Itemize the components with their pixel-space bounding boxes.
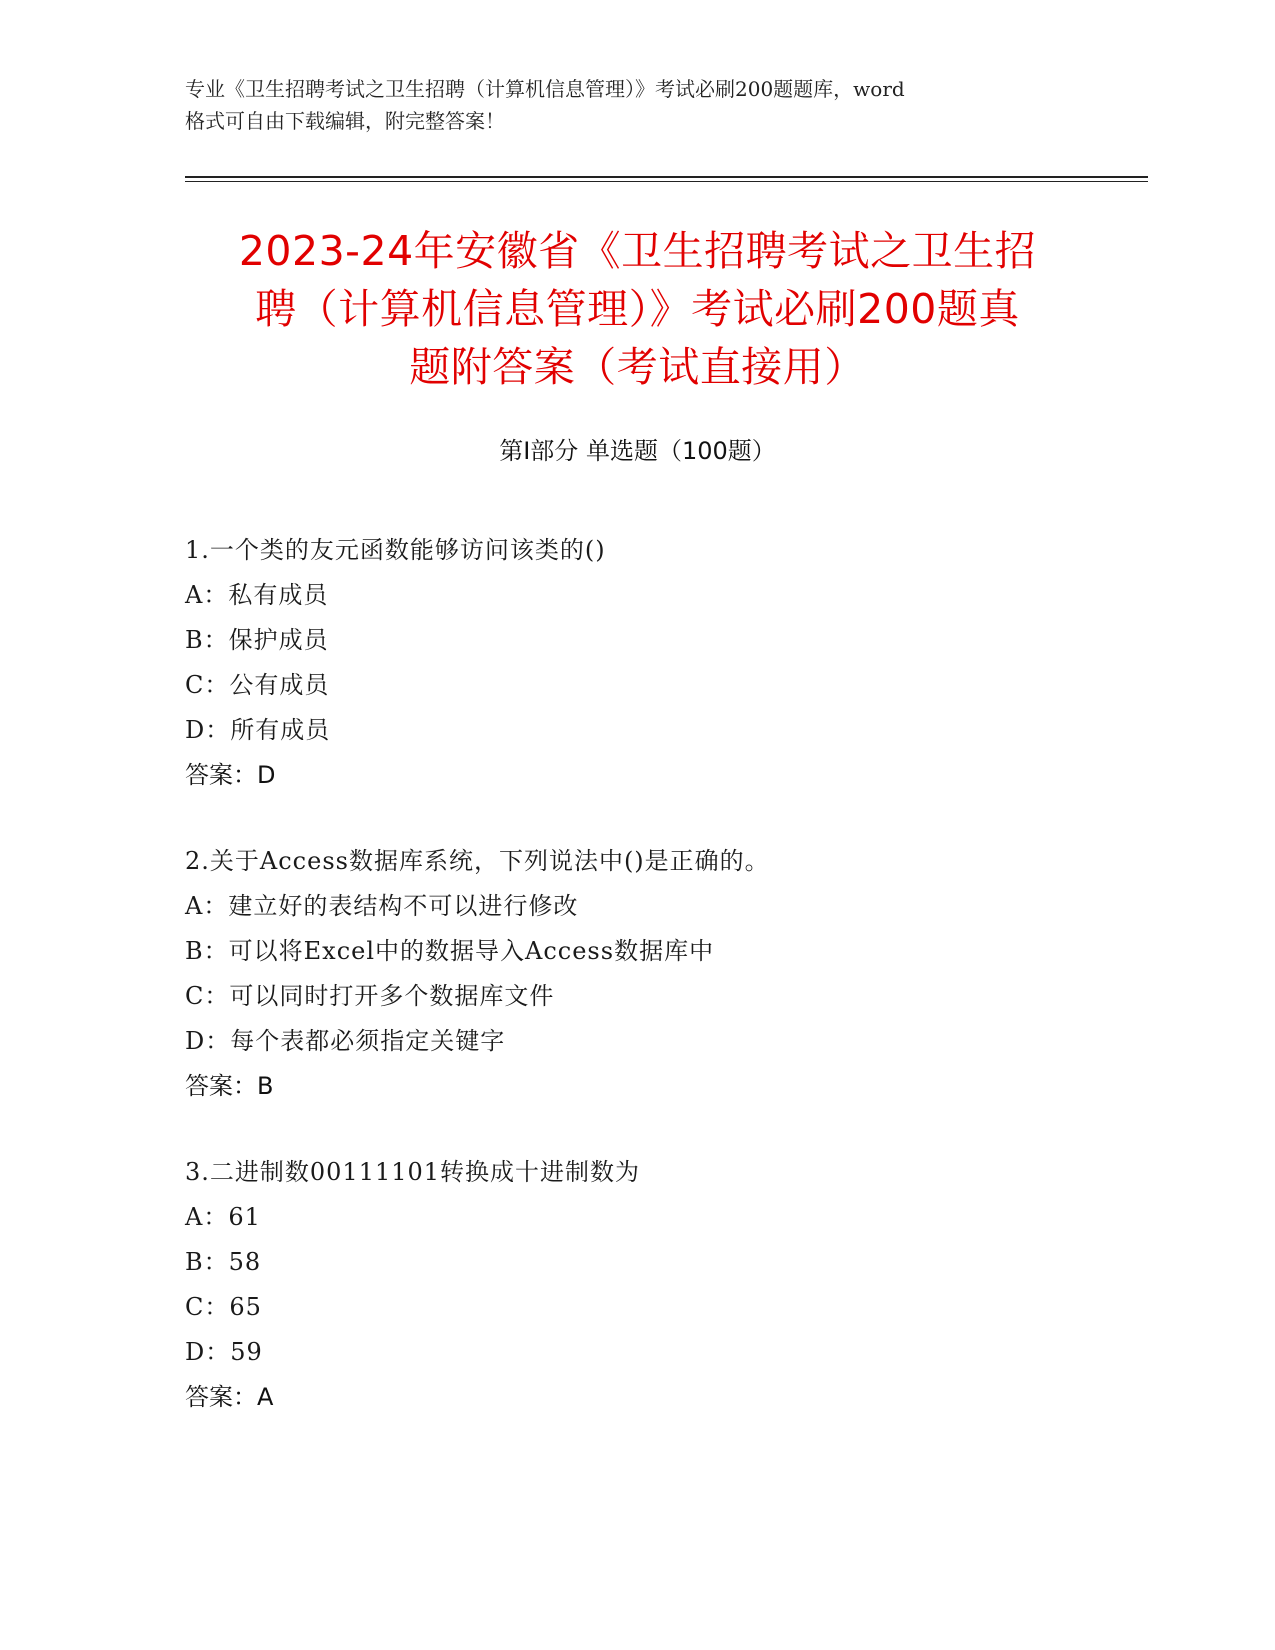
header-note-line-2: 格式可自由下载编辑，附完整答案！: [185, 109, 505, 133]
option-b: [185, 1240, 1085, 1285]
option-b: [185, 929, 1085, 974]
option-key: C：: [185, 671, 230, 699]
question-item: [185, 1150, 1085, 1420]
option-d: [185, 708, 1085, 753]
option-text: 可以同时打开多个数据库文件: [229, 982, 555, 1010]
option-text: 65: [229, 1293, 262, 1321]
header-divider-thin: [185, 181, 1148, 182]
header-note-line-1: 专业《卫生招聘考试之卫生招聘（计算机信息管理）》考试必刷200题题库，word: [185, 77, 905, 101]
option-text: 61: [228, 1203, 261, 1231]
option-text: 私有成员: [228, 581, 329, 609]
answer-line: 答案：A: [185, 1383, 274, 1411]
option-key: C：: [185, 1293, 230, 1321]
question-list: [185, 528, 1085, 1461]
option-text: 所有成员: [230, 716, 331, 744]
option-b: [185, 618, 1085, 663]
question-stem: 1.一个类的友元函数能够访问该类的(): [185, 536, 606, 564]
option-c: [185, 1285, 1085, 1330]
option-d: [185, 1330, 1085, 1375]
option-text: 58: [228, 1248, 262, 1276]
answer-line: 答案：D: [185, 761, 276, 789]
option-key: D：: [185, 716, 231, 744]
header-note: [185, 73, 1095, 137]
question-stem: 2.关于Access数据库系统，下列说法中()是正确的。: [185, 847, 770, 875]
document-title-line-1: 2023-24年安徽省《卫生招聘考试之卫生招: [238, 227, 1037, 275]
option-text: 公有成员: [229, 671, 330, 699]
option-key: D：: [185, 1338, 231, 1366]
option-key: C：: [185, 982, 230, 1010]
option-text: 保护成员: [228, 626, 329, 654]
answer-line: 答案：B: [185, 1072, 274, 1100]
option-key: A：: [185, 892, 229, 920]
option-text: 每个表都必须指定关键字: [230, 1027, 506, 1055]
option-a: [185, 573, 1085, 618]
document-title-line-3: 题附答案（考试直接用）: [409, 343, 866, 391]
option-key: B：: [185, 626, 229, 654]
option-c: [185, 663, 1085, 708]
option-text: 建立好的表结构不可以进行修改: [228, 892, 579, 920]
option-text: 59: [230, 1338, 263, 1366]
option-c: [185, 974, 1085, 1019]
option-d: [185, 1019, 1085, 1064]
option-text: 可以将Excel中的数据导入Access数据库中: [228, 937, 715, 965]
question-item: [185, 839, 1085, 1109]
option-a: [185, 1195, 1085, 1240]
header-divider-thick: [185, 176, 1148, 178]
option-key: B：: [185, 1248, 229, 1276]
option-key: D：: [185, 1027, 231, 1055]
option-key: A：: [185, 1203, 229, 1231]
section-title: 第Ⅰ部分 单选题（100题）: [499, 437, 776, 465]
question-stem: 3.二进制数00111101转换成十进制数为: [185, 1158, 641, 1186]
option-a: [185, 884, 1085, 929]
document-title: [185, 222, 1090, 396]
option-key: B：: [185, 937, 229, 965]
question-item: [185, 528, 1085, 798]
document-title-line-2: 聘（计算机信息管理）》考试必刷200题真: [255, 285, 1020, 333]
option-key: A：: [185, 581, 229, 609]
